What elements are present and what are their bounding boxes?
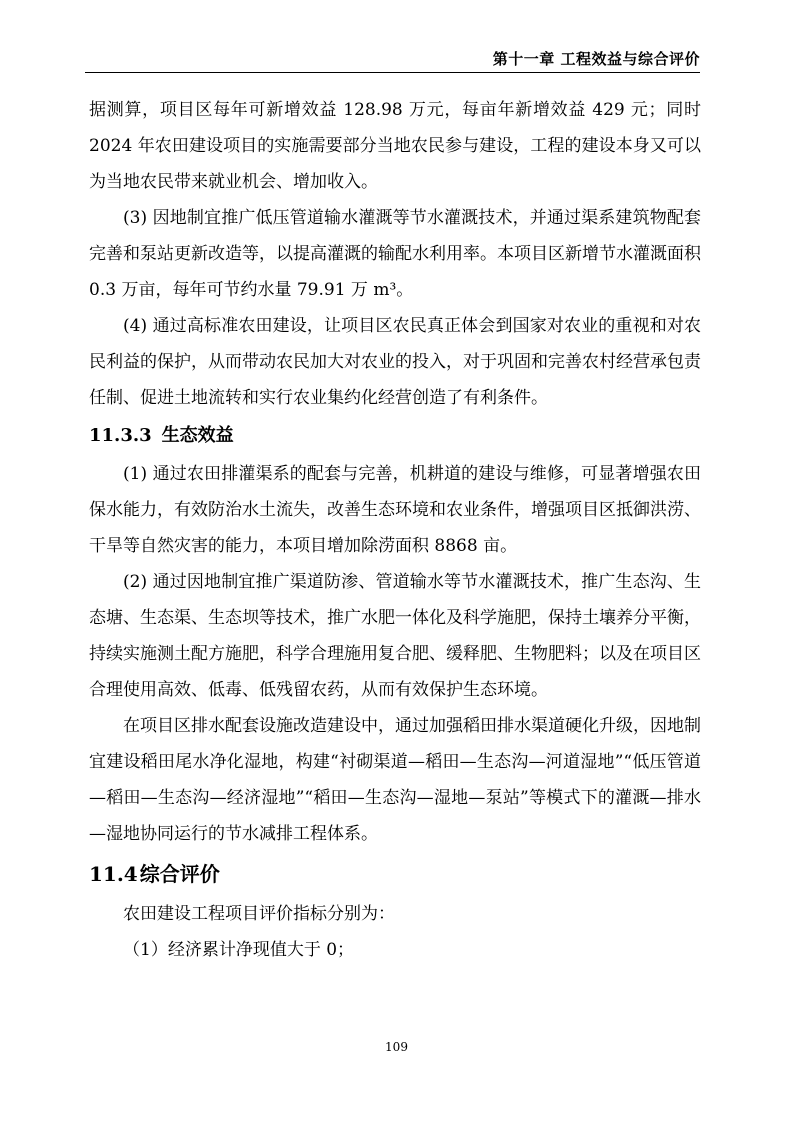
section-heading [89, 852, 701, 896]
section-title: 综合评价 [139, 862, 220, 886]
section-number: 11.4 [89, 862, 138, 886]
paragraph: 农田建设工程项目评价指标分别为： [123, 904, 395, 924]
section-title: 生态效益 [161, 425, 234, 446]
document-body [89, 92, 701, 968]
list-item: （1）经济累计净现值大于 0； [123, 940, 355, 960]
page-header [85, 44, 700, 73]
page-number: 109 [385, 1040, 408, 1054]
paragraph: (4) 通过高标准农田建设，让项目区农民真正体会到国家对农业的重视和对农民利益的保护，从而带动农民加大对农业的投入，对于巩固和完善农村经营承包责任制、促进土地流转和实行农业集约化经营创造了有利条件。 [89, 316, 701, 408]
paragraph: (1) 通过农田排灌渠系的配套与完善，机耕道的建设与维修，可显著增强农田保水能力，有效防治水土流失，改善生态环境和农业条件，增强项目区抵御洪涝、干旱等自然灾害的能力，本项目增加除涝面积 8868 亩。 [89, 464, 701, 556]
section-number: 11.3.3 [89, 425, 152, 446]
paragraph: 在项目区排水配套设施改造建设中，通过加强稻田排水渠道硬化升级，因地制宜建设稻田尾水净化湿地，构建“衬砌渠道—稻田—生态沟—河道湿地”“低压管道—稻田—生态沟—经济湿地”“稻田—生态沟—湿地—泵站”等模式下的灌溉—排水—湿地协同运行的节水减排工程体系。 [89, 716, 701, 844]
paragraph: (3) 因地制宜推广低压管道输水灌溉等节水灌溉技术，并通过渠系建筑物配套完善和泵站更新改造等，以提高灌溉的输配水利用率。本项目区新增节水灌溉面积 0.3 万亩，每年可节约水量 79.91 万 m³。 [89, 208, 701, 300]
paragraph: (2) 通过因地制宜推广渠道防渗、管道输水等节水灌溉技术，推广生态沟、生态塘、生态渠、生态坝等技术，推广水肥一体化及科学施肥，保持土壤养分平衡，持续实施测土配方施肥，科学合理施用复合肥、缓释肥、生物肥料；以及在项目区合理使用高效、低毒、低残留农药，从而有效保护生态环境。 [89, 572, 701, 700]
section-heading [89, 416, 701, 456]
chapter-title: 第十一章 工程效益与综合评价 [492, 50, 700, 68]
paragraph: 据测算，项目区每年可新增效益 128.98 万元，每亩年新增效益 429 元；同时2024 年农田建设项目的实施需要部分当地农民参与建设，工程的建设本身又可以为当地农民带来就业机会、增加收入。 [89, 100, 701, 192]
